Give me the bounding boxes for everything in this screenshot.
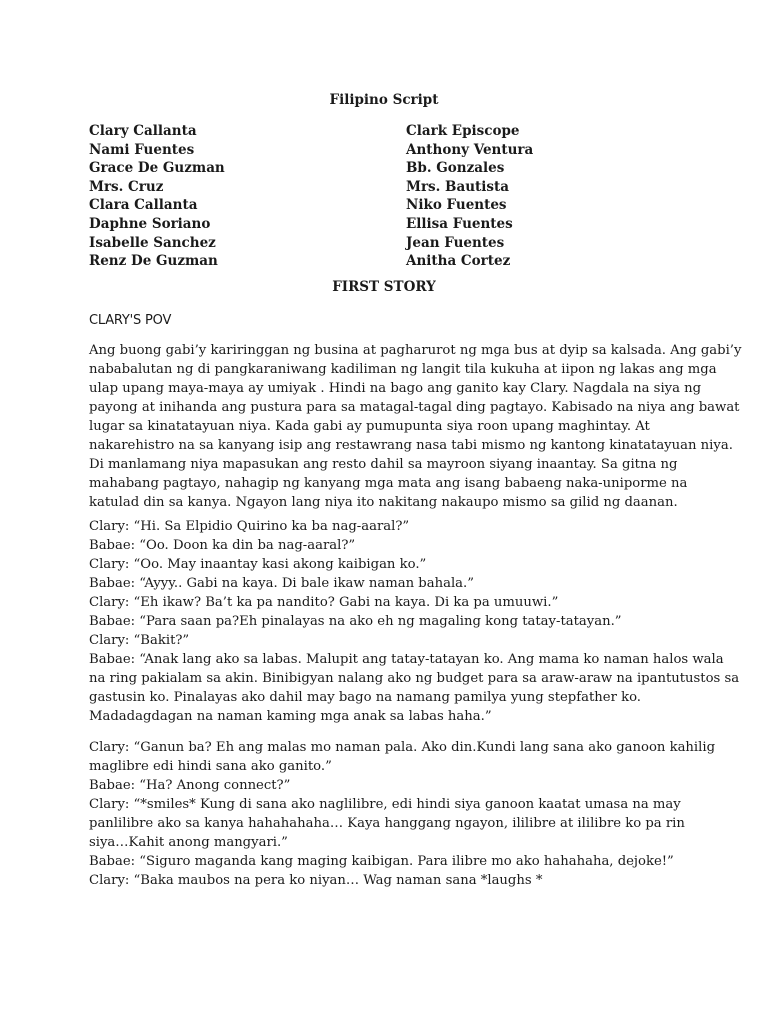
dialogue-line: siya…Kahit anong mangyari.” <box>89 835 288 850</box>
dialogue-line: na ring pakialam sa akin. Binibigyan nalang ako ng budget para sa araw-araw na ipantutustos sa <box>89 671 740 686</box>
dialogue-line: Babae: “Oo. Doon ka din ba nag-aaral?” <box>89 538 356 553</box>
cast-name: Grace De Guzman <box>89 160 225 177</box>
cast-name: Mrs. Cruz <box>89 178 164 195</box>
dialogue-line: Babae: “Ayyy.. Gabi na kaya. Di bale ikaw naman bahala.” <box>89 576 474 591</box>
cast-list-left <box>89 122 225 271</box>
dialogue-block <box>89 738 716 890</box>
dialogue-line: Clary: “*smiles* Kung di sana ako naglilibre, edi hindi siya ganoon kaatat umasa na may <box>89 797 681 812</box>
dialogue-block <box>89 517 740 726</box>
cast-name: Anthony Ventura <box>406 141 534 158</box>
dialogue-line: Babae: “Para saan pa?Eh pinalayas na ako eh ng magaling kong tatay-tatayan.” <box>89 614 622 629</box>
cast-name: Renz De Guzman <box>89 253 218 270</box>
dialogue-line: Clary: “Oo. May inaantay kasi akong kaibigan ko.” <box>89 557 427 572</box>
cast-name: Bb. Gonzales <box>406 160 505 177</box>
section-heading: FIRST STORY <box>332 279 436 295</box>
text-line: lugar sa kinatatayuan niya. Kada gabi ay pumupunta siya roon upang maghintay. At <box>89 419 650 434</box>
dialogue-line: Babae: “Anak lang ako sa labas. Malupit ang tatay-tatayan ko. Ang mama ko naman halos wala <box>89 652 724 667</box>
text-line: ulap upang maya-maya ay umiyak . Hindi na bago ang ganito kay Clary. Nagdala na siya ng <box>89 381 702 396</box>
cast-name: Mrs. Bautista <box>406 178 509 195</box>
cast-name: Clark Episcope <box>406 123 520 139</box>
text-line: nakarehistro na sa kanyang isip ang restawrang nasa tabi mismo ng kantong kinatatayuan niya. <box>89 438 733 453</box>
text-line: nababalutan ng di pangkaraniwang kadiliman ng langit tila kukuha at iipon ng lakas ang mga <box>89 362 717 377</box>
dialogue-line: gastusin ko. Pinalayas ako dahil may bago na namang pamilya yung stepfather ko. <box>89 690 641 705</box>
dialogue-line: maglibre edi hindi sana ako ganito.” <box>89 759 332 774</box>
cast-name: Niko Fuentes <box>406 197 507 214</box>
cast-name: Anitha Cortez <box>406 253 511 270</box>
cast-name: Nami Fuentes <box>89 141 195 158</box>
cast-name: Clary Callanta <box>89 123 197 139</box>
text-line: payong at inihanda ang pustura para sa matagal-tagal ding pagtayo. Kabisado na niya ang bawat <box>89 400 740 415</box>
dialogue-line: Clary: “Baka maubos na pera ko niyan… Wag naman sana *laughs * <box>89 873 543 888</box>
cast-name: Jean Fuentes <box>406 234 505 251</box>
pov-label: CLARY'S POV <box>89 313 172 328</box>
dialogue-line: Clary: “Ganun ba? Eh ang malas mo naman pala. Ako din.Kundi lang sana ako ganoon kahilig <box>89 740 716 755</box>
cast-name: Ellisa Fuentes <box>406 215 513 232</box>
narration-paragraph <box>89 341 742 512</box>
cast-name: Clara Callanta <box>89 197 198 214</box>
dialogue-line: panlilibre ako sa kanya hahahahaha… Kaya hanggang ngayon, ililibre at ililibre ko pa rin <box>89 816 685 831</box>
dialogue-line: Clary: “Eh ikaw? Ba’t ka pa nandito? Gabi na kaya. Di ka pa umuuwi.” <box>89 595 559 610</box>
dialogue-line: Clary: “Hi. Sa Elpidio Quirino ka ba nag-aaral?” <box>89 519 410 534</box>
cast-name: Isabelle Sanchez <box>89 234 216 251</box>
text-line: mahabang pagtayo, nahagip ng kanyang mga mata ang isang babaeng naka-uniporme na <box>89 476 688 491</box>
document-title: Filipino Script <box>329 92 439 108</box>
text-line: Di manlamang niya mapasukan ang resto dahil sa mayroon siyang inaantay. Sa gitna ng <box>89 457 678 472</box>
dialogue-line: Babae: “Siguro maganda kang maging kaibigan. Para ilibre mo ako hahahaha, dejoke!” <box>89 854 674 869</box>
dialogue-line: Babae: “Ha? Anong connect?” <box>89 778 291 793</box>
text-line: katulad din sa kanya. Ngayon lang niya ito nakitang nakaupo mismo sa gilid ng daanan. <box>89 495 678 510</box>
cast-name: Daphne Soriano <box>89 215 211 232</box>
text-line: Ang buong gabi’y kariringgan ng busina at pagharurot ng mga bus at dyip sa kalsada. Ang gabi’y <box>89 343 742 358</box>
dialogue-line: Clary: “Bakit?” <box>89 633 190 648</box>
dialogue-line: Madadagdagan na naman kaming mga anak sa labas haha.” <box>89 709 492 724</box>
cast-list-right <box>406 122 533 271</box>
